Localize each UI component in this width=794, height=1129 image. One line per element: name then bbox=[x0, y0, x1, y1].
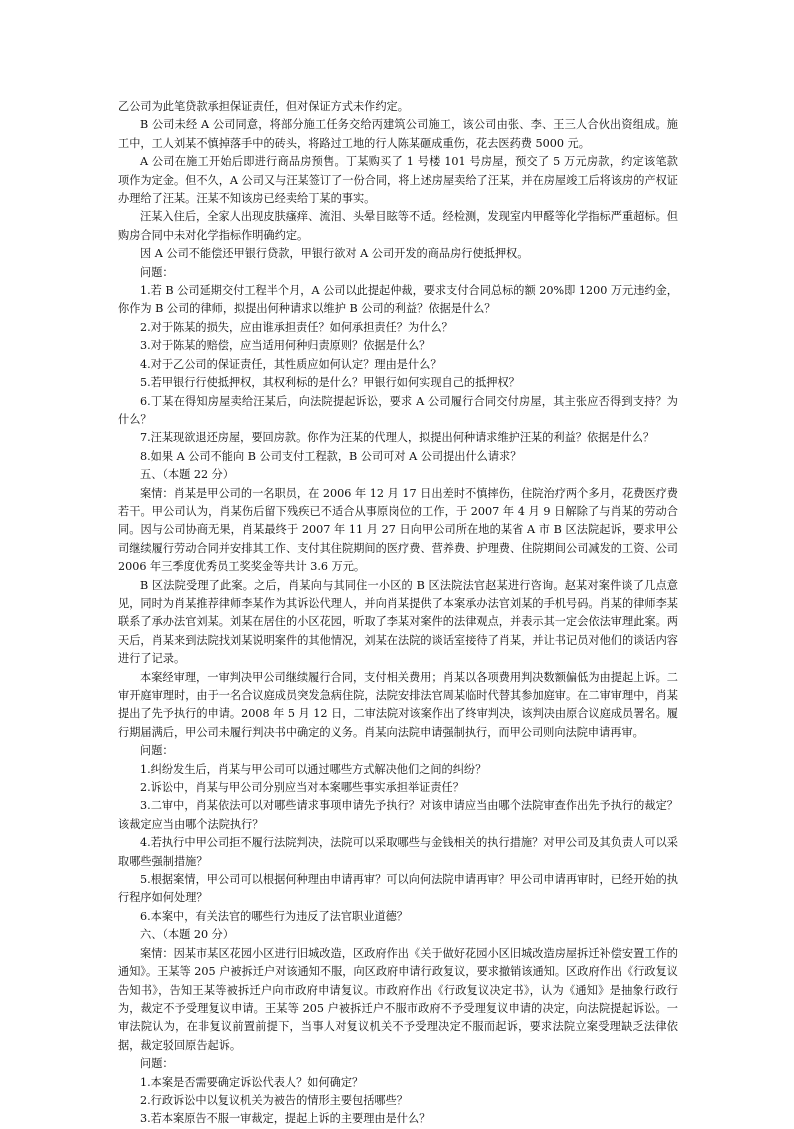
question-item: 6.本案中，有关法官的哪些行为违反了法官职业道德？ bbox=[140, 909, 408, 923]
paragraph: 汪某入住后，全家人出现皮肤瘙痒、流泪、头晕目眩等不适。经检测，发现室内甲醛等化学指标严重超标。但购房合同中未对化学指标作明确约定。 bbox=[118, 210, 678, 242]
question-item: 2.对于陈某的损失，应由谁承担责任？如何承担责任？为什么？ bbox=[140, 320, 453, 334]
question-item: 1.纠纷发生后，肖某与甲公司可以通过哪些方式解决他们之间的纠纷？ bbox=[140, 762, 487, 776]
section-heading: 五、（本题 22 分） bbox=[140, 468, 235, 482]
question-heading: 问题： bbox=[140, 744, 174, 758]
paragraph: B 公司未经 A 公司同意，将部分施工任务交给丙建筑公司施工，该公司由张、李、王三人合伙出资组成。施工中，工人刘某不慎掉落手中的砖头，将路过工地的行人陈某砸成重伤，花去医药费 5000 元。 bbox=[118, 118, 678, 150]
paragraph: 案情：肖某是甲公司的一名职员，在 2006 年 12 月 17 日出差时不慎摔伤，住院治疗两个多月，花费医疗费若干。甲公司认为，肖某伤后留下残疾已不适合从事原岗位的工作，于 2007 年 4 月 9 日解除了与肖某的劳动合同。因与公司协商无果，肖某最终于 2007 年 11 月 27 日向甲公司所在地的某省 A 市 B 区法院起诉，要求甲公司继续履行劳动合同并安排其工作、支付其住院期间的医疗费、营养费、护理费、住院期间公司减发的工资、公司 2006 年三季度优秀员工奖奖金等共计 3.6 万元。 bbox=[118, 486, 678, 574]
question-item: 2.行政诉讼中以复议机关为被告的情形主要包括哪些？ bbox=[140, 1093, 408, 1107]
question-item: 7.汪某现欲退还房屋，要回房款。你作为汪某的代理人，拟提出何种请求维护汪某的利益？依据是什么？ bbox=[140, 431, 655, 445]
question-item: 3.对于陈某的赔偿，应当适用何种归责原则？依据是什么？ bbox=[140, 339, 431, 353]
question-item: 2.诉讼中，肖某与甲公司分别应当对本案哪些事实承担举证责任？ bbox=[140, 781, 464, 795]
section-heading: 六、（本题 20 分） bbox=[140, 928, 235, 942]
paragraph: 本案经审理，一审判决甲公司继续履行合同，支付相关费用；肖某以各项费用判决数额偏低为由提起上诉。二审开庭审理时，由于一名合议庭成员突发急病住院，法院安排法官周某临时代替其参加庭审。在二审审理中，肖某提出了先予执行的申请。2008 年 5 月 12 日，二审法院对该案作出了终审判决，该判决由原合议庭成员署名。履行期届满后，甲公司未履行判决书中确定的义务。肖某向法院申请强制执行，而甲公司则向法院申请再审。 bbox=[118, 670, 678, 739]
paragraph: 案情：因某市某区花园小区进行旧城改造，区政府作出《关于做好花园小区旧城改造房屋拆迁补偿安置工作的通知》。王某等 205 户被拆迁户对该通知不服，向区政府申请行政复议，要求撤销该通知。区政府作出《行政复议告知书》，告知王某等被拆迁户向市政府申请复议。市政府作出《行政复议决定书》，认为《通知》是抽象行政行为，裁定不予受理复议申请。王某等 205 户被拆迁户不服市政府不予受理复议申请的决定，向法院提起诉讼。一审法院认为，在非复议前置前提下，当事人对复议机关不予受理决定不服而起诉，要求法院立案受理缺乏法律依据，裁定驳回原告起诉。 bbox=[118, 946, 678, 1052]
paragraph: 乙公司为此笔贷款承担保证责任，但对保证方式未作约定。 bbox=[118, 100, 409, 113]
question-item: 4.若执行中甲公司拒不履行法院判决，法院可以采取哪些与金钱相关的执行措施？对甲公司及其负责人可以采取哪些强制措施？ bbox=[118, 836, 678, 868]
question-item: 4.对于乙公司的保证责任，其性质应如何认定？理由是什么？ bbox=[140, 357, 442, 371]
document-page bbox=[118, 98, 678, 1129]
question-item: 3.二审中，肖某依法可以对哪些请求事项申请先予执行？对该申请应当由哪个法院审查作出先予执行的裁定？该裁定应当由哪个法院执行？ bbox=[118, 799, 678, 831]
paragraph: B 区法院受理了此案。之后，肖某向与其同住一小区的 B 区法院法官赵某进行咨询。赵某对案件谈了几点意见，同时为肖某推荐律师李某作为其诉讼代理人，并向肖某提供了本案承办法官刘某的手机号码。肖某的律师李某联系了承办法官刘某。刘某在居住的小区花园，听取了李某对案件的法律观点，并表示其一定会依法审理此案。两天后，肖某来到法院找刘某说明案件的其他情况，刘某在法院的谈话室接待了肖某，并让书记员对他们的谈话内容进行了记录。 bbox=[118, 578, 678, 666]
question-item: 1.若 B 公司延期交付工程半个月，A 公司以此提起仲裁，要求支付合同总标的额 20%即 1200 万元违约金，你作为 B 公司的律师，拟提出何种请求以维护 B 公司的利益？依据是什么？ bbox=[118, 284, 678, 316]
question-item: 8.如果 A 公司不能向 B 公司支付工程款，B 公司可对 A 公司提出什么请求？ bbox=[140, 449, 522, 463]
question-item: 1.本案是否需要确定诉讼代表人？如何确定？ bbox=[140, 1075, 364, 1089]
question-heading: 问题： bbox=[140, 265, 174, 279]
question-heading: 问题： bbox=[140, 1057, 174, 1071]
paragraph: A 公司在施工开始后即进行商品房预售。丁某购买了 1 号楼 101 号房屋，预交了 5 万元房款，约定该笔款项作为定金。但不久，A 公司又与汪某签订了一份合同，将上述房屋卖给了汪某，并在房屋竣工后将该房的产权证办理给了汪某。汪某不知该房已经卖给丁某的事实。 bbox=[118, 155, 678, 206]
question-item: 5.若甲银行行使抵押权，其权利标的是什么？甲银行如何实现自己的抵押权？ bbox=[140, 376, 520, 390]
question-item: 6.丁某在得知房屋卖给汪某后，向法院提起诉讼，要求 A 公司履行合同交付房屋，其主张应否得到支持？为什么？ bbox=[118, 394, 678, 426]
paragraph: 因 A 公司不能偿还甲银行贷款，甲银行欲对 A 公司开发的商品房行使抵押权。 bbox=[140, 247, 529, 261]
question-item: 5.根据案情，甲公司可以根据何种理由申请再审？可以向何法院申请再审？甲公司申请再审时，已经开始的执行程序如何处理？ bbox=[118, 873, 678, 905]
question-item: 3.若本案原告不服一审裁定，提起上诉的主要理由是什么？ bbox=[140, 1112, 431, 1126]
